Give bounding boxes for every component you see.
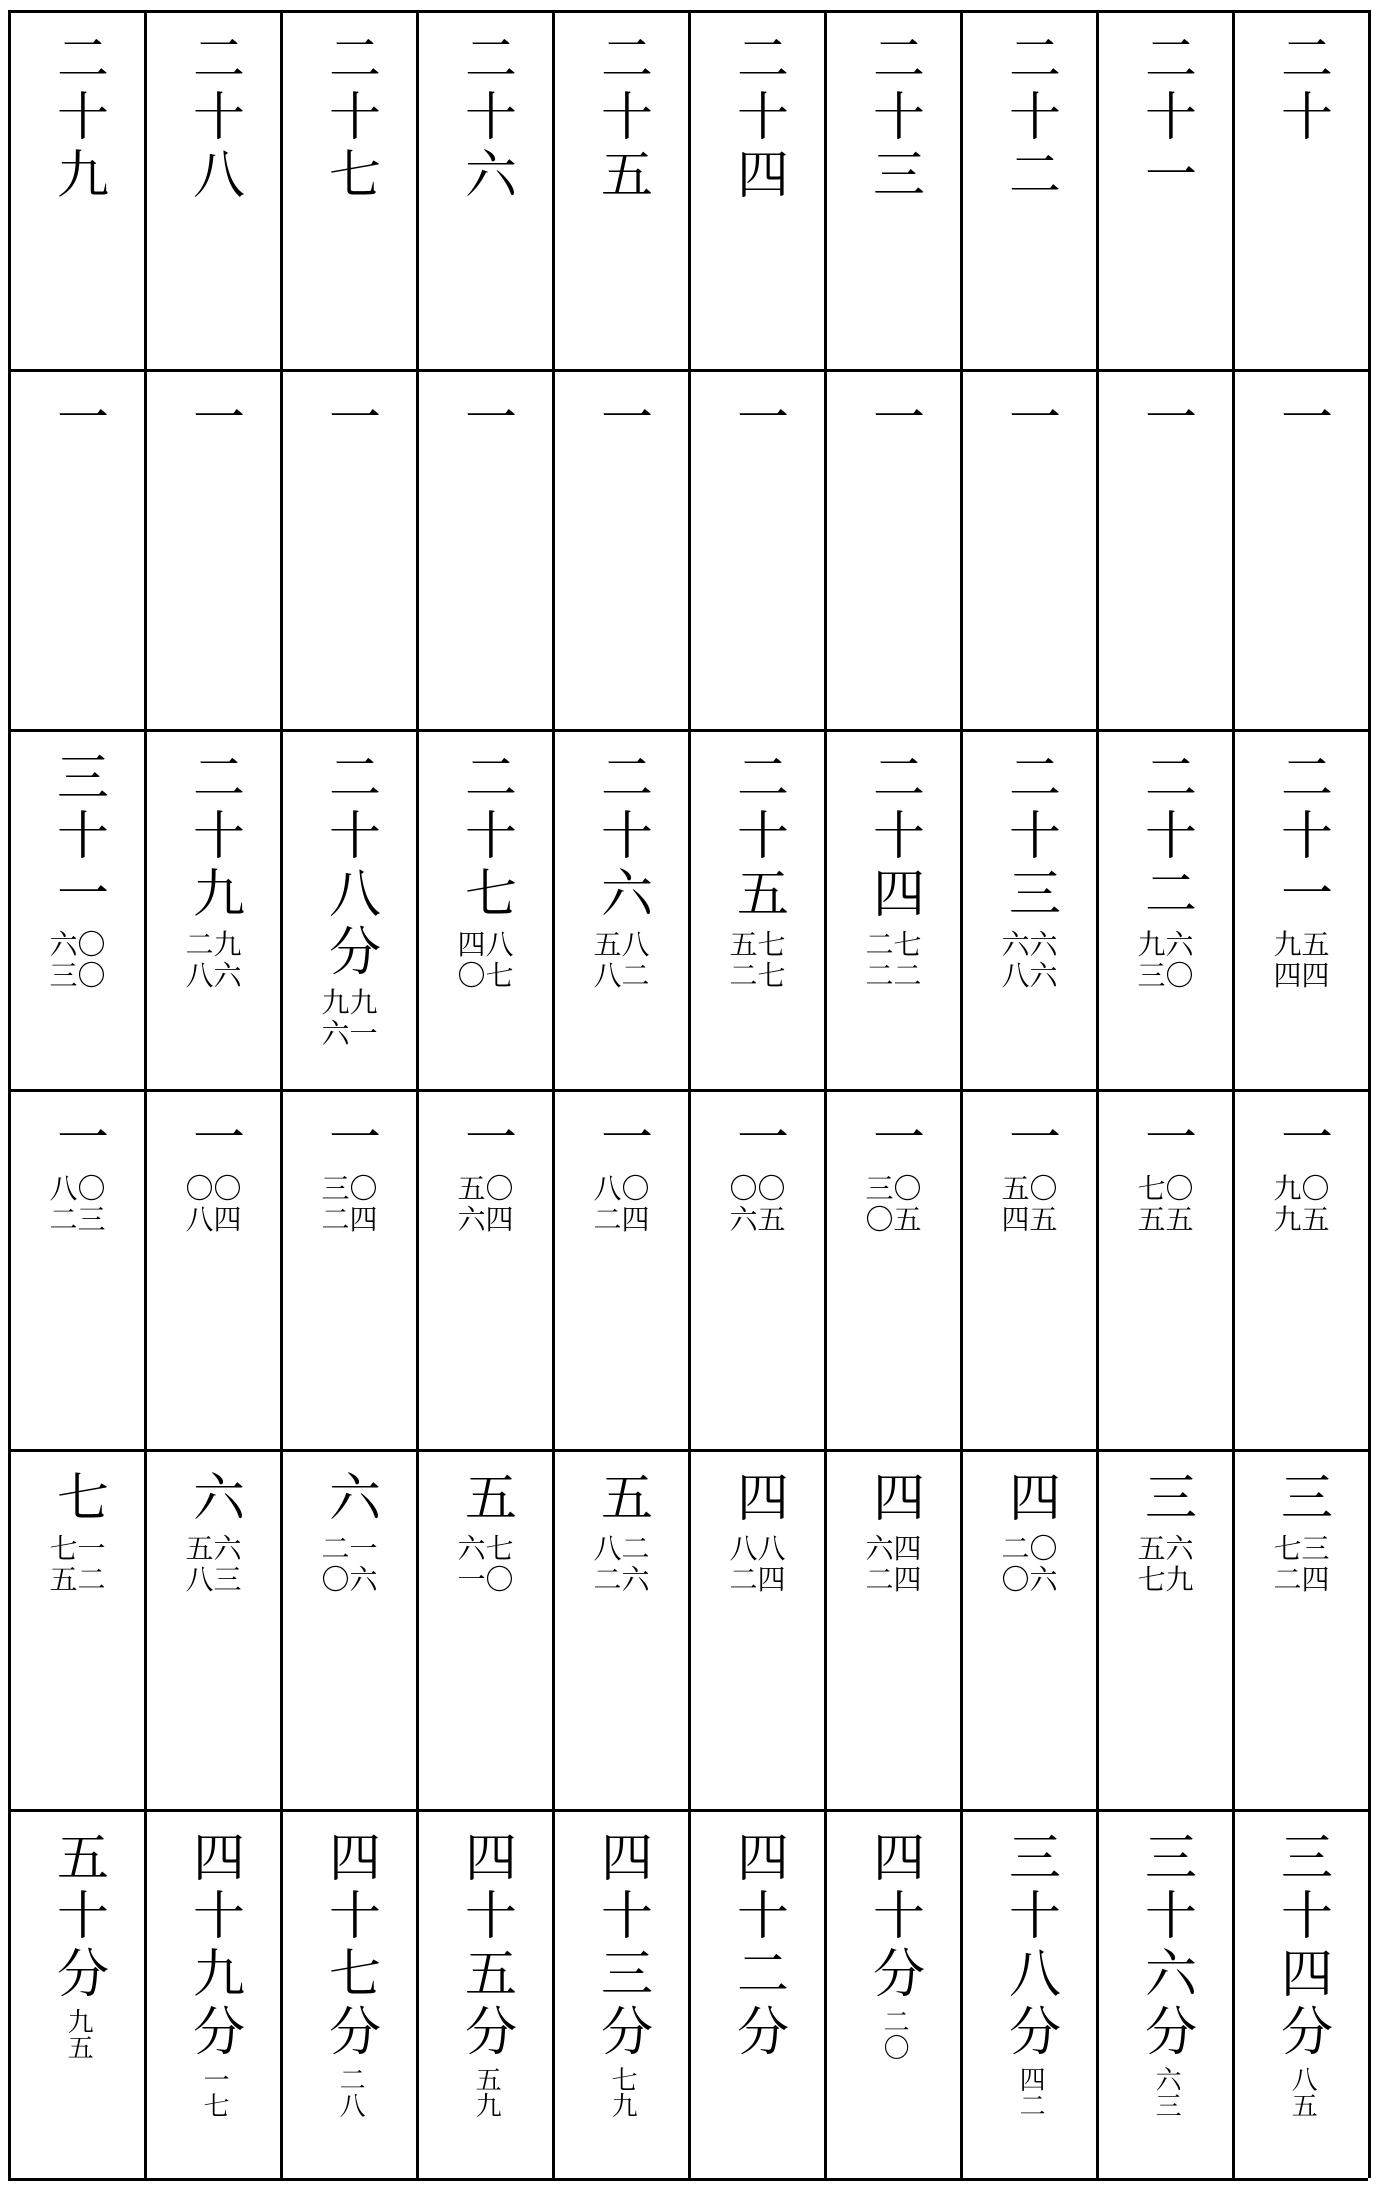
cell-note bbox=[865, 1174, 921, 1236]
cell-main-text: 四十分 bbox=[863, 1830, 924, 2004]
cell-note-line: 〇〇 bbox=[185, 1172, 242, 1205]
table-cell bbox=[552, 1092, 688, 1452]
cell-main-text: 二十九 bbox=[47, 31, 108, 205]
table-cell bbox=[280, 1812, 416, 2181]
table-cell bbox=[144, 1812, 280, 2181]
cell-note-line: 三〇 bbox=[1137, 958, 1194, 992]
cell-note-line: 八二 bbox=[593, 1532, 650, 1565]
cell-note bbox=[1001, 1174, 1057, 1236]
cell-note-line: 二九 bbox=[185, 928, 242, 961]
cell-main-text: 六 bbox=[183, 1470, 244, 1528]
cell-note-line: 〇五 bbox=[865, 1202, 922, 1236]
cell-note bbox=[49, 1174, 105, 1236]
cell-note bbox=[865, 1534, 921, 1596]
cell-main-text: 六 bbox=[319, 1470, 380, 1528]
table-cell bbox=[1232, 732, 1368, 1092]
cell-main-text: 一 bbox=[863, 390, 924, 448]
cell-note-line: 六五 bbox=[729, 1202, 786, 1236]
table-cell bbox=[824, 1092, 960, 1452]
cell-note-line: 三〇 bbox=[49, 958, 106, 992]
table-cell bbox=[960, 372, 1096, 732]
cell-main-text: 二十二 bbox=[1135, 750, 1196, 924]
cell-note bbox=[1273, 1534, 1329, 1596]
cell-main-text: 一 bbox=[999, 1110, 1060, 1168]
cell-main-text: 四 bbox=[727, 1470, 788, 1528]
cell-main-text: 二十三 bbox=[999, 750, 1060, 924]
cell-main-text: 一 bbox=[455, 1110, 516, 1168]
table-cell bbox=[8, 372, 144, 732]
cell-note-line: 九〇 bbox=[1273, 1172, 1330, 1205]
cell-note-line: 七三 bbox=[1273, 1532, 1330, 1565]
table-cell bbox=[8, 1092, 144, 1452]
table-cell bbox=[280, 732, 416, 1092]
cell-note-line: 五〇 bbox=[457, 1172, 514, 1205]
cell-main-text: 一 bbox=[999, 390, 1060, 448]
cell-main-text: 三十一 bbox=[47, 750, 108, 924]
cell-note bbox=[729, 1174, 785, 1236]
cell-main-text: 五 bbox=[455, 1470, 516, 1528]
table-cell bbox=[552, 1812, 688, 2181]
cell-note-line: 二二 bbox=[865, 958, 922, 992]
table-cell bbox=[552, 372, 688, 732]
cell-note-line: 八三 bbox=[185, 1562, 242, 1596]
cell-main-text: 二十六 bbox=[455, 31, 516, 205]
cell-note-line: 三〇 bbox=[865, 1172, 922, 1205]
cell-note-line: 二四 bbox=[729, 1562, 786, 1596]
table-cell bbox=[824, 1812, 960, 2181]
cell-main-text: 二十九 bbox=[183, 750, 244, 924]
cell-note bbox=[729, 1534, 785, 1596]
cell-note bbox=[185, 1534, 241, 1596]
cell-note-line: 一〇 bbox=[457, 1562, 514, 1596]
cell-note-line: 六〇 bbox=[49, 928, 106, 961]
cell-main-text: 一 bbox=[1135, 1110, 1196, 1168]
cell-main-text: 四十二分 bbox=[727, 1830, 788, 2062]
cell-note-line: 八〇 bbox=[593, 1172, 650, 1205]
cell-note-line: 四八 bbox=[457, 928, 514, 961]
cell-note: 七九 bbox=[607, 2066, 638, 2118]
cell-main-text: 四十七分 bbox=[319, 1830, 380, 2062]
table-cell bbox=[960, 1092, 1096, 1452]
table-cell bbox=[824, 1452, 960, 1812]
cell-main-text: 一 bbox=[591, 1110, 652, 1168]
cell-note-line: 六七 bbox=[457, 1532, 514, 1565]
table-cell bbox=[1096, 1092, 1232, 1452]
cell-note-line: 二三 bbox=[49, 1202, 106, 1236]
cell-note-line: 六六 bbox=[1001, 928, 1058, 961]
table-cell bbox=[1232, 1812, 1368, 2181]
cell-note-line: 〇六 bbox=[1001, 1562, 1058, 1596]
cell-note-line: 六一 bbox=[321, 1016, 378, 1050]
cell-main-text: 二十六 bbox=[591, 750, 652, 924]
cell-note-line: 四四 bbox=[1273, 958, 1330, 992]
table-cell bbox=[552, 732, 688, 1092]
cell-note bbox=[321, 988, 377, 1050]
cell-main-text: 四 bbox=[863, 1470, 924, 1528]
table-cell bbox=[144, 13, 280, 372]
cell-note: 四二 bbox=[1015, 2066, 1046, 2118]
cell-note-line: 九九 bbox=[321, 986, 378, 1019]
cell-note bbox=[457, 930, 513, 992]
cell-main-text: 一 bbox=[183, 390, 244, 448]
cell-note-line: 二七 bbox=[865, 928, 922, 961]
table-cell bbox=[688, 1452, 824, 1812]
cell-note-line: 八四 bbox=[185, 1202, 242, 1236]
cell-note: 二八 bbox=[335, 2066, 366, 2118]
table-cell bbox=[824, 372, 960, 732]
cell-main-text: 三 bbox=[1271, 1470, 1332, 1528]
table-cell bbox=[144, 1452, 280, 1812]
cell-note-line: 六四 bbox=[457, 1202, 514, 1236]
cell-main-text: 三十八分 bbox=[999, 1830, 1060, 2062]
cell-note-line: 九五 bbox=[1273, 1202, 1330, 1236]
cell-note-line: 二四 bbox=[321, 1202, 378, 1236]
cell-main-text: 一 bbox=[727, 390, 788, 448]
cell-main-text: 四十五分 bbox=[455, 1830, 516, 2062]
cell-note bbox=[729, 930, 785, 992]
table-cell bbox=[688, 1812, 824, 2181]
cell-note bbox=[865, 930, 921, 992]
cell-main-text: 二十四 bbox=[727, 31, 788, 205]
cell-note-line: 七一 bbox=[49, 1532, 106, 1565]
cell-main-text: 一 bbox=[47, 390, 108, 448]
table-cell bbox=[824, 732, 960, 1092]
table-cell bbox=[280, 372, 416, 732]
table-cell bbox=[1232, 1092, 1368, 1452]
cell-main-text: 二十七 bbox=[319, 31, 380, 205]
cell-note bbox=[49, 1534, 105, 1596]
calendar-table bbox=[8, 10, 1371, 2178]
cell-note: 六三 bbox=[1151, 2066, 1182, 2118]
cell-note-line: 二〇 bbox=[1001, 1532, 1058, 1565]
table-cell bbox=[1096, 13, 1232, 372]
cell-main-text: 二十三 bbox=[863, 31, 924, 205]
cell-main-text: 四 bbox=[999, 1470, 1060, 1528]
cell-note: 五九 bbox=[471, 2066, 502, 2118]
cell-main-text: 五十分 bbox=[47, 1830, 108, 2004]
cell-main-text: 二十四 bbox=[863, 750, 924, 924]
cell-note-line: 二四 bbox=[865, 1562, 922, 1596]
table-cell bbox=[8, 732, 144, 1092]
table-cell bbox=[144, 372, 280, 732]
cell-main-text: 五 bbox=[591, 1470, 652, 1528]
table-cell bbox=[960, 13, 1096, 372]
cell-main-text: 二十二 bbox=[999, 31, 1060, 205]
cell-note bbox=[593, 1174, 649, 1236]
cell-note: 九五 bbox=[63, 2008, 94, 2060]
table-cell bbox=[8, 1452, 144, 1812]
cell-main-text: 一 bbox=[455, 390, 516, 448]
cell-main-text: 二十五 bbox=[591, 31, 652, 205]
table-cell bbox=[416, 372, 552, 732]
table-cell bbox=[144, 1092, 280, 1452]
cell-main-text: 一 bbox=[1271, 1110, 1332, 1168]
cell-main-text: 三十六分 bbox=[1135, 1830, 1196, 2062]
cell-note-line: 五六 bbox=[1137, 1532, 1194, 1565]
table-cell bbox=[416, 13, 552, 372]
table-cell bbox=[960, 1452, 1096, 1812]
cell-note-line: 五〇 bbox=[1001, 1172, 1058, 1205]
cell-note bbox=[593, 930, 649, 992]
cell-main-text: 二十五 bbox=[727, 750, 788, 924]
table-cell bbox=[960, 732, 1096, 1092]
cell-main-text: 二十八 bbox=[183, 31, 244, 205]
cell-main-text: 一 bbox=[863, 1110, 924, 1168]
cell-note bbox=[49, 930, 105, 992]
cell-note-line: 二六 bbox=[593, 1562, 650, 1596]
cell-main-text: 一 bbox=[319, 390, 380, 448]
cell-main-text: 一 bbox=[1271, 390, 1332, 448]
cell-note-line: 七九 bbox=[1137, 1562, 1194, 1596]
table-cell bbox=[144, 732, 280, 1092]
cell-note bbox=[321, 1534, 377, 1596]
table-cell bbox=[552, 1452, 688, 1812]
cell-note bbox=[321, 1174, 377, 1236]
cell-note-line: 五二 bbox=[49, 1562, 106, 1596]
cell-main-text: 一 bbox=[591, 390, 652, 448]
cell-note: 二〇 bbox=[879, 2008, 910, 2060]
cell-note bbox=[457, 1174, 513, 1236]
cell-note-line: 二四 bbox=[593, 1202, 650, 1236]
cell-main-text: 二十一 bbox=[1135, 31, 1196, 205]
cell-note bbox=[457, 1534, 513, 1596]
cell-note-line: 〇〇 bbox=[729, 1172, 786, 1205]
table-cell bbox=[688, 1092, 824, 1452]
table-cell bbox=[1096, 1452, 1232, 1812]
cell-note-line: 二四 bbox=[1273, 1562, 1330, 1596]
table-cell bbox=[688, 13, 824, 372]
cell-note bbox=[1001, 1534, 1057, 1596]
table-cell bbox=[1096, 372, 1232, 732]
table-cell bbox=[280, 1452, 416, 1812]
table-cell bbox=[1096, 1812, 1232, 2181]
table-cell bbox=[552, 13, 688, 372]
cell-note: 八五 bbox=[1287, 2066, 1318, 2118]
table-cell bbox=[280, 1092, 416, 1452]
cell-main-text: 三十四分 bbox=[1271, 1830, 1332, 2062]
table-cell bbox=[280, 13, 416, 372]
cell-note-line: 八二 bbox=[593, 958, 650, 992]
cell-main-text: 四十三分 bbox=[591, 1830, 652, 2062]
cell-note-line: 六四 bbox=[865, 1532, 922, 1565]
cell-note bbox=[1273, 930, 1329, 992]
cell-note bbox=[1001, 930, 1057, 992]
cell-main-text: 三 bbox=[1135, 1470, 1196, 1528]
cell-main-text: 二十八分 bbox=[319, 750, 380, 982]
table-cell bbox=[416, 1452, 552, 1812]
table-cell bbox=[1232, 13, 1368, 372]
cell-note-line: 八八 bbox=[729, 1532, 786, 1565]
table-cell bbox=[688, 732, 824, 1092]
cell-main-text: 二十七 bbox=[455, 750, 516, 924]
cell-note-line: 四五 bbox=[1001, 1202, 1058, 1236]
cell-note bbox=[185, 930, 241, 992]
table-cell bbox=[688, 372, 824, 732]
cell-main-text: 二十 bbox=[1271, 31, 1332, 147]
table-cell bbox=[824, 13, 960, 372]
table-cell bbox=[960, 1812, 1096, 2181]
cell-note-line: 八〇 bbox=[49, 1172, 106, 1205]
cell-note bbox=[1273, 1174, 1329, 1236]
cell-note-line: 八六 bbox=[1001, 958, 1058, 992]
cell-note-line: 二七 bbox=[729, 958, 786, 992]
cell-note bbox=[1137, 1174, 1193, 1236]
table-cell bbox=[8, 13, 144, 372]
cell-main-text: 一 bbox=[1135, 390, 1196, 448]
cell-main-text: 二十一 bbox=[1271, 750, 1332, 924]
cell-note-line: 八六 bbox=[185, 958, 242, 992]
cell-main-text: 一 bbox=[47, 1110, 108, 1168]
table-cell bbox=[1096, 732, 1232, 1092]
table-cell bbox=[416, 732, 552, 1092]
cell-note-line: 七〇 bbox=[1137, 1172, 1194, 1205]
cell-note-line: 五五 bbox=[1137, 1202, 1194, 1236]
cell-main-text: 一 bbox=[319, 1110, 380, 1168]
cell-main-text: 四十九分 bbox=[183, 1830, 244, 2062]
table-cell bbox=[8, 1812, 144, 2181]
cell-note-line: 九六 bbox=[1137, 928, 1194, 961]
cell-note-line: 〇六 bbox=[321, 1562, 378, 1596]
cell-note bbox=[593, 1534, 649, 1596]
cell-main-text: 一 bbox=[183, 1110, 244, 1168]
cell-note bbox=[1137, 930, 1193, 992]
cell-note: 一七 bbox=[199, 2066, 230, 2118]
cell-note bbox=[185, 1174, 241, 1236]
cell-note-line: 五六 bbox=[185, 1532, 242, 1565]
cell-note-line: 三〇 bbox=[321, 1172, 378, 1205]
cell-note bbox=[1137, 1534, 1193, 1596]
cell-note-line: 〇七 bbox=[457, 958, 514, 992]
cell-note-line: 二一 bbox=[321, 1532, 378, 1565]
table-cell bbox=[416, 1812, 552, 2181]
cell-main-text: 一 bbox=[727, 1110, 788, 1168]
table-cell bbox=[1232, 372, 1368, 732]
table-cell bbox=[1232, 1452, 1368, 1812]
cell-note-line: 五八 bbox=[593, 928, 650, 961]
cell-note-line: 五七 bbox=[729, 928, 786, 961]
cell-main-text: 七 bbox=[47, 1470, 108, 1528]
cell-note-line: 九五 bbox=[1273, 928, 1330, 961]
table-cell bbox=[416, 1092, 552, 1452]
